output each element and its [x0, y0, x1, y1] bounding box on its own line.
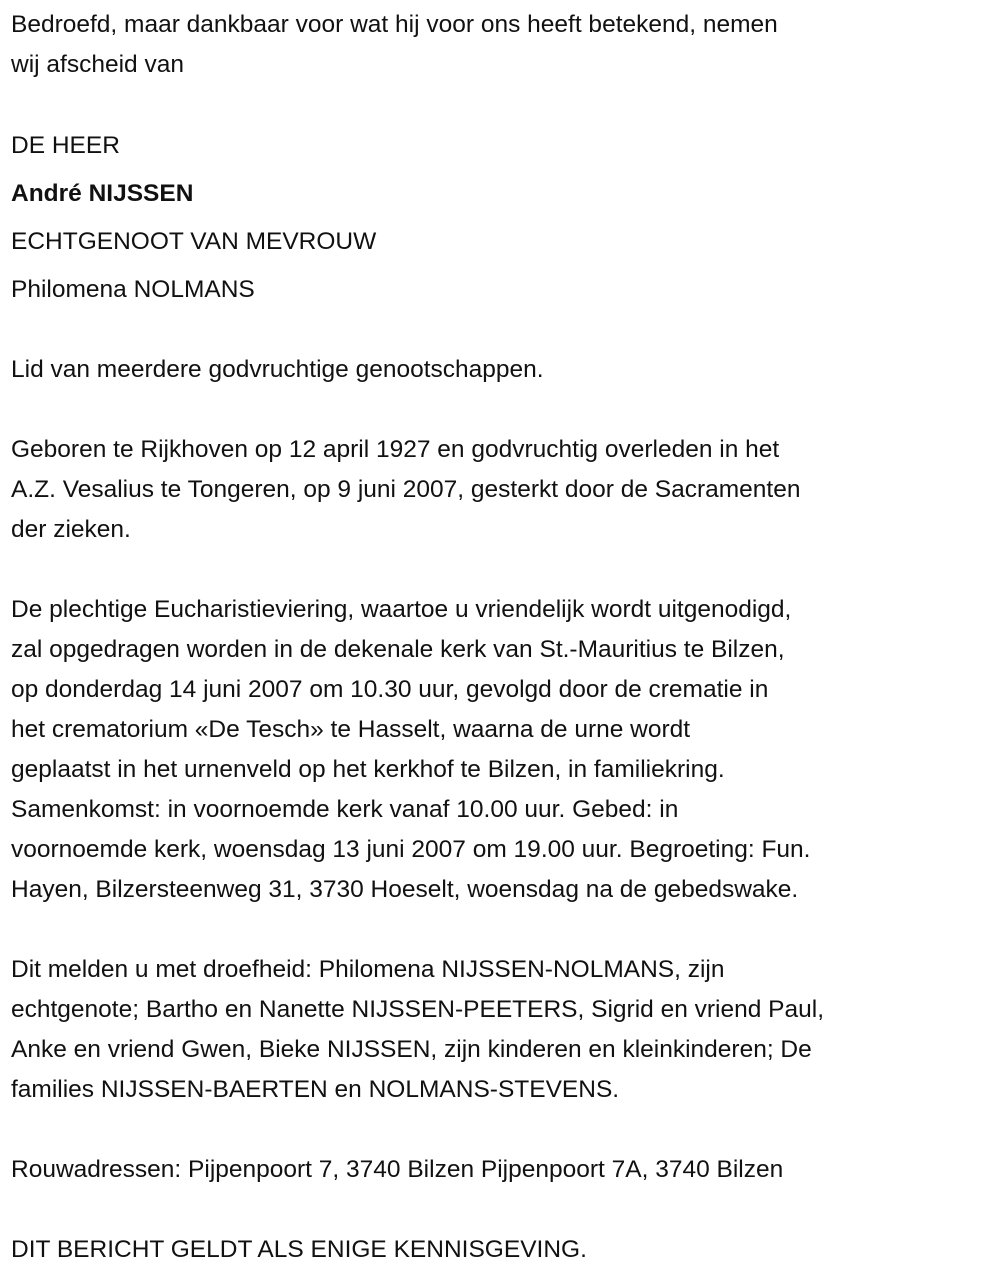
birth-death-paragraph [11, 430, 801, 550]
deceased-heading [11, 122, 376, 314]
ceremony-paragraph [11, 590, 811, 910]
text-line: Rouwadressen: Pijpenpoort 7, 3740 Bilzen Pijpenpoort 7A, 3740 Bilzen [11, 1156, 784, 1183]
membership-paragraph [11, 350, 544, 390]
text-line: wij afscheid van [11, 51, 184, 78]
text-line: Anke en vriend Gwen, Bieke NIJSSEN, zijn kinderen en kleinkinderen; De [11, 1036, 812, 1063]
text-line: Lid van meerdere godvruchtige genootschappen. [11, 356, 544, 383]
text-line: A.Z. Vesalius te Tongeren, op 9 juni 2007, gesterkt door de Sacramenten [11, 476, 801, 503]
spouse-name: Philomena NOLMANS [11, 276, 255, 303]
honorific: DE HEER [11, 132, 120, 159]
text-line: Hayen, Bilzersteenweg 31, 3730 Hoeselt, woensdag na de gebedswake. [11, 876, 799, 903]
text-line: der zieken. [11, 516, 131, 543]
text-line: het crematorium «De Tesch» te Hasselt, waarna de urne wordt [11, 716, 691, 743]
text-line: De plechtige Eucharistieviering, waartoe u vriendelijk wordt uitgenodigd, [11, 596, 792, 623]
addresses-paragraph [11, 1150, 783, 1190]
intro-paragraph [11, 5, 778, 85]
text-line: DIT BERICHT GELDT ALS ENIGE KENNISGEVING. [11, 1236, 587, 1263]
text-line: Dit melden u met droefheid: Philomena NIJSSEN-NOLMANS, zijn [11, 956, 725, 983]
closing-paragraph [11, 1230, 587, 1270]
text-line: zal opgedragen worden in de dekenale kerk van St.-Mauritius te Bilzen, [11, 636, 785, 663]
deceased-name: André NIJSSEN [11, 180, 194, 207]
notification-paragraph [11, 950, 824, 1110]
text-line: echtgenote; Bartho en Nanette NIJSSEN-PEETERS, Sigrid en vriend Paul, [11, 996, 825, 1023]
text-line: Geboren te Rijkhoven op 12 april 1927 en godvruchtig overleden in het [11, 436, 780, 463]
relation-label: ECHTGENOOT VAN MEVROUW [11, 228, 377, 255]
text-line: Samenkomst: in voornoemde kerk vanaf 10.00 uur. Gebed: in [11, 796, 679, 823]
text-line: op donderdag 14 juni 2007 om 10.30 uur, gevolgd door de crematie in [11, 676, 769, 703]
text-line: families NIJSSEN-BAERTEN en NOLMANS-STEVENS. [11, 1076, 620, 1103]
text-line: geplaatst in het urnenveld op het kerkhof te Bilzen, in familiekring. [11, 756, 725, 783]
text-line: Bedroefd, maar dankbaar voor wat hij voor ons heeft betekend, nemen [11, 11, 778, 38]
text-line: voornoemde kerk, woensdag 13 juni 2007 om 19.00 uur. Begroeting: Fun. [11, 836, 811, 863]
